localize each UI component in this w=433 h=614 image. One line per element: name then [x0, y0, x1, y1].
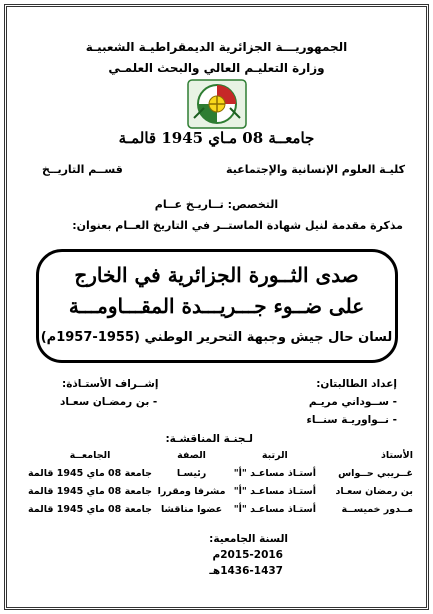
- professor-name: بن رمضان سعـاد: [335, 485, 413, 497]
- university-name: جامعــة 08 مـاي 1945 قالمـة: [118, 129, 315, 147]
- students-label: إعداد الطالبتان:: [316, 378, 397, 390]
- ministry-header: وزارة التعليـم العالي والبحث العلمـي: [108, 61, 325, 75]
- department-name: قســم التاريــخ: [42, 163, 123, 176]
- professor-role: مشرفا ومقررا: [157, 485, 226, 497]
- supervisor-label: إشــراف الأستـاذة:: [62, 378, 159, 390]
- committee-table: [25, 447, 415, 518]
- professor-rank: أستـاذ مساعـد "أ": [233, 485, 316, 497]
- professor-university: جامعة 08 ماي 1945 قالمة: [28, 485, 152, 497]
- column-header-rank: الرتبة: [261, 450, 288, 461]
- thesis-title-line-2: على ضــوء جـــريـــدة المقـــاومـــة: [68, 294, 365, 318]
- republic-header: الجمهوريـــة الجزائرية الديمقراطيـة الشعبيـة: [85, 40, 348, 54]
- column-header-role: الصفة: [177, 450, 206, 461]
- committee-header-row: [25, 447, 415, 464]
- professor-role: رئيسـا: [176, 467, 207, 479]
- committee-label: لـجنـة المناقشـة:: [165, 433, 253, 445]
- academic-year-hijri: 1436-1437هـ: [209, 565, 283, 577]
- professor-rank: أستـاذ مساعـد "أ": [233, 503, 316, 515]
- student-name: - ســوداني مريـم: [308, 396, 397, 408]
- professor-name: غــريبي حــواس: [338, 467, 413, 479]
- student-name: - نــواوريـة سنــاء: [306, 414, 397, 426]
- thesis-title-line-1: صدى الثــورة الجزائرية في الخارج: [74, 263, 359, 287]
- professor-university: جامعة 08 ماي 1945 قالمة: [28, 503, 152, 515]
- professor-role: عضوا مناقشا: [160, 503, 223, 515]
- column-header-university: الجامعــة: [69, 450, 111, 461]
- table-row: [25, 464, 415, 482]
- supervisor-name: - بن رمضـان سعـاد: [60, 396, 158, 408]
- professor-university: جامعة 08 ماي 1945 قالمة: [28, 467, 152, 479]
- professor-name: مــدور خميســة: [341, 503, 413, 515]
- faculty-name: كليـة العلوم الإنسانية والإجتماعية: [226, 163, 405, 176]
- table-row: [25, 482, 415, 500]
- specialty: التخصص: تــاريـخ عــام: [154, 198, 279, 211]
- academic-year-gregorian: 2015-2016م: [212, 549, 283, 561]
- thesis-subtitle: لسان حال جيش وجبهة التحرير الوطني (1955-1957م): [40, 330, 393, 345]
- university-emblem-icon: [186, 78, 248, 130]
- column-header-professor: الأستاذ: [381, 450, 413, 461]
- table-row: [25, 500, 415, 518]
- memo-description: مذكرة مقدمة لنيل شهادة الماستــر في التاريخ العــام بعنوان:: [72, 219, 403, 232]
- academic-year-label: السنة الجامعية:: [209, 533, 288, 545]
- professor-rank: أستـاذ مساعـد "أ": [233, 467, 316, 479]
